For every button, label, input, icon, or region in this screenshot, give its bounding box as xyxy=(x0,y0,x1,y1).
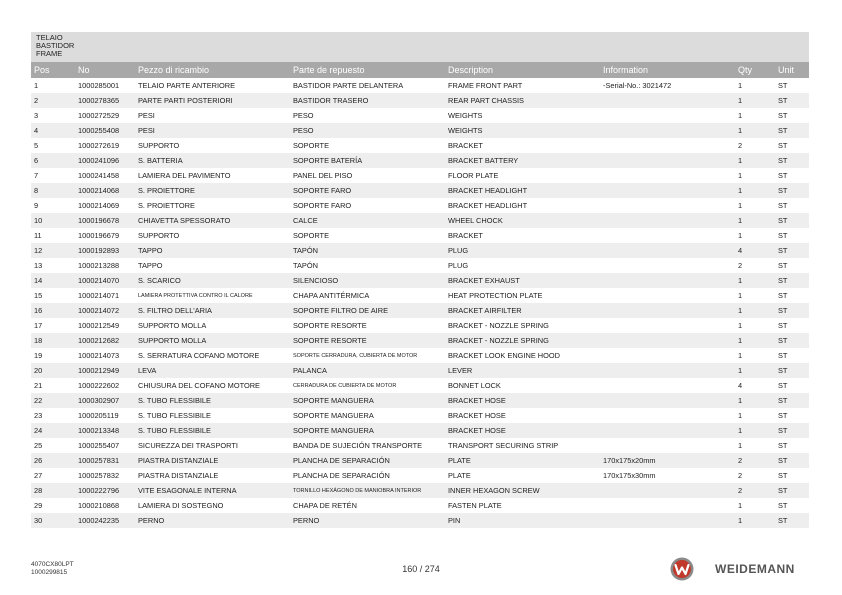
cell-part-number: 1000214071 xyxy=(78,291,120,300)
cell-pos: 26 xyxy=(31,453,75,468)
cell-information: 170x175x20mm xyxy=(600,453,735,468)
cell-information xyxy=(600,243,735,258)
cell-qty: 2 xyxy=(738,141,743,150)
cell-information xyxy=(600,513,735,528)
cell-unit: ST xyxy=(778,381,788,390)
section-title xyxy=(36,34,74,58)
cell-pos: 9 xyxy=(34,201,39,210)
cell-description: BRACKET BATTERY xyxy=(445,153,600,168)
cell-qty: 1 xyxy=(738,501,743,510)
cell-information xyxy=(600,498,735,513)
cell-part-number: 1000257831 xyxy=(75,453,135,468)
cell-description: BONNET LOCK xyxy=(448,381,501,390)
cell-description: WEIGHTS xyxy=(445,123,600,138)
cell-name-spanish: PERNO xyxy=(290,513,445,528)
cell-name-spanish: TAPÓN xyxy=(293,261,318,270)
cell-information xyxy=(600,483,735,498)
cell-unit: ST xyxy=(778,171,788,180)
cell-part-number: 1000214070 xyxy=(75,273,135,288)
cell-pos: 10 xyxy=(31,213,75,228)
cell-unit: ST xyxy=(775,213,809,228)
table-row xyxy=(31,423,809,438)
cell-information xyxy=(600,438,735,453)
cell-name-spanish: PANEL DEL PISO xyxy=(293,171,353,180)
table-row xyxy=(31,498,809,513)
cell-part-number: 1000278365 xyxy=(75,93,135,108)
cell-qty: 1 xyxy=(738,81,743,90)
cell-unit: ST xyxy=(775,423,809,438)
table-row xyxy=(31,78,809,93)
cell-qty: 4 xyxy=(738,381,743,390)
cell-unit: ST xyxy=(775,513,809,528)
cell-information xyxy=(600,183,735,198)
cell-part-number: 1000222796 xyxy=(75,483,135,498)
table-row xyxy=(31,318,809,333)
cell-information xyxy=(600,198,735,213)
cell-information xyxy=(600,228,735,243)
cell-unit: ST xyxy=(778,111,788,120)
cell-name-spanish: SILENCIOSO xyxy=(290,273,445,288)
cell-name-italian: S. PROIETTORE xyxy=(138,201,195,210)
column-header-information: Information xyxy=(600,62,735,78)
cell-name-italian: PESI xyxy=(135,123,290,138)
cell-pos: 17 xyxy=(34,321,43,330)
cell-unit: ST xyxy=(778,471,788,480)
cell-description: PIN xyxy=(445,513,600,528)
table-row xyxy=(31,123,809,138)
cell-information xyxy=(600,93,735,108)
cell-description: BRACKET AIRFILTER xyxy=(445,303,600,318)
cell-name-spanish: SOPORTE MANGUERA xyxy=(293,411,374,420)
cell-qty: 1 xyxy=(735,93,775,108)
cell-name-spanish: PESO xyxy=(290,123,445,138)
cell-unit: ST xyxy=(778,321,788,330)
table-row xyxy=(31,393,809,408)
cell-name-italian: S. TUBO FLESSIBILE xyxy=(135,423,290,438)
cell-information xyxy=(600,378,735,393)
table-row xyxy=(31,453,809,468)
cell-name-italian: S. PROIETTORE xyxy=(135,183,290,198)
cell-qty: 2 xyxy=(735,453,775,468)
column-header-qty: Qty xyxy=(735,62,775,78)
cell-qty: 1 xyxy=(738,321,743,330)
cell-part-number: 1000214068 xyxy=(75,183,135,198)
cell-unit: ST xyxy=(775,333,809,348)
cell-name-italian: S. SCARICO xyxy=(135,273,290,288)
cell-pos: 29 xyxy=(34,501,43,510)
cell-qty: 1 xyxy=(735,153,775,168)
cell-name-spanish: SOPORTE FARO xyxy=(293,201,352,210)
table-row xyxy=(31,198,809,213)
footer-model: 4070CX80LPT xyxy=(31,561,74,568)
cell-pos: 23 xyxy=(34,411,43,420)
cell-qty: 1 xyxy=(735,393,775,408)
column-header-pos: Pos xyxy=(31,62,75,78)
cell-pos: 14 xyxy=(31,273,75,288)
cell-name-italian: S. TUBO FLESSIBILE xyxy=(138,411,211,420)
table-row xyxy=(31,363,809,378)
cell-unit: ST xyxy=(778,441,788,450)
table-row xyxy=(31,333,809,348)
cell-unit: ST xyxy=(778,141,788,150)
cell-pos: 2 xyxy=(31,93,75,108)
cell-part-number: 1000212682 xyxy=(75,333,135,348)
cell-part-number: 1000213288 xyxy=(78,261,120,270)
table-row xyxy=(31,468,809,483)
cell-qty: 1 xyxy=(738,201,743,210)
cell-name-italian: LAMIERA DEL PAVIMENTO xyxy=(138,171,231,180)
cell-information xyxy=(600,123,735,138)
cell-name-italian: SUPPORTO MOLLA xyxy=(138,321,207,330)
cell-name-italian: VITE ESAGONALE INTERNA xyxy=(135,483,290,498)
cell-part-number: 1000212549 xyxy=(78,321,120,330)
cell-description: FASTEN PLATE xyxy=(448,501,502,510)
cell-name-spanish: PALANCA xyxy=(290,363,445,378)
cell-name-italian: S. FILTRO DELL'ARIA xyxy=(135,303,290,318)
cell-unit: ST xyxy=(775,123,809,138)
column-header-description: Description xyxy=(445,62,600,78)
cell-pos: 13 xyxy=(34,261,43,270)
cell-description: WHEEL CHOCK xyxy=(445,213,600,228)
cell-name-spanish: SOPORTE xyxy=(293,231,330,240)
table-row xyxy=(31,273,809,288)
cell-name-spanish: CERRADURA DE CUBIERTA DE MOTOR xyxy=(293,382,397,389)
cell-pos: 25 xyxy=(34,441,43,450)
column-header-italian: Pezzo di ricambio xyxy=(135,62,290,78)
cell-qty: 4 xyxy=(735,243,775,258)
cell-name-spanish: TORNILLO HEXÁGONO DE MANIOBRA INTERIOR xyxy=(290,483,445,498)
cell-qty: 1 xyxy=(738,231,743,240)
cell-name-italian: PARTE PARTI POSTERIORI xyxy=(135,93,290,108)
cell-description: BRACKET EXHAUST xyxy=(445,273,600,288)
cell-name-italian: PIASTRA DISTANZIALE xyxy=(138,471,219,480)
cell-qty: 1 xyxy=(735,213,775,228)
cell-information xyxy=(600,348,735,363)
cell-description: BRACKET HOSE xyxy=(445,393,600,408)
footer-doc-number: 1000299815 xyxy=(31,568,68,576)
table-row xyxy=(31,108,809,123)
cell-pos: 11 xyxy=(34,231,42,240)
column-header-unit: Unit xyxy=(775,62,809,78)
cell-pos: 6 xyxy=(31,153,75,168)
cell-name-italian: SICUREZZA DEI TRASPORTI xyxy=(138,441,238,450)
cell-qty: 1 xyxy=(738,411,743,420)
cell-pos: 18 xyxy=(31,333,75,348)
cell-unit: ST xyxy=(775,243,809,258)
cell-qty: 1 xyxy=(735,303,775,318)
cell-part-number: 1000242235 xyxy=(75,513,135,528)
table-row xyxy=(31,303,809,318)
table-row xyxy=(31,138,809,153)
cell-unit: ST xyxy=(778,231,788,240)
cell-part-number: 1000272529 xyxy=(78,111,120,120)
cell-description: BRACKET HOSE xyxy=(445,423,600,438)
table-row xyxy=(31,483,809,498)
cell-name-spanish: SOPORTE FARO xyxy=(290,183,445,198)
cell-part-number: 1000302907 xyxy=(75,393,135,408)
cell-unit: ST xyxy=(778,501,788,510)
cell-description: BRACKET HOSE xyxy=(448,411,506,420)
cell-description: PLATE xyxy=(448,471,471,480)
cell-qty: 2 xyxy=(738,261,743,270)
cell-information xyxy=(600,258,735,273)
cell-pos: 30 xyxy=(31,513,75,528)
cell-pos: 24 xyxy=(31,423,75,438)
cell-name-spanish: PLANCHA DE SEPARACIÓN xyxy=(293,471,390,480)
cell-information: -Serial-No.: 3021472 xyxy=(603,81,672,90)
cell-information xyxy=(600,408,735,423)
cell-description: BRACKET HEADLIGHT xyxy=(445,183,600,198)
cell-name-italian: CHIAVETTA SPESSORATO xyxy=(135,213,290,228)
cell-description: PLATE xyxy=(445,453,600,468)
cell-description: REAR PART CHASSIS xyxy=(445,93,600,108)
cell-qty: 1 xyxy=(738,171,743,180)
cell-name-spanish: SOPORTE BATERÍA xyxy=(290,153,445,168)
cell-unit: ST xyxy=(775,273,809,288)
cell-unit: ST xyxy=(778,411,788,420)
cell-part-number: 1000210868 xyxy=(78,501,120,510)
cell-information xyxy=(600,168,735,183)
brand-logo xyxy=(670,557,795,581)
cell-qty: 2 xyxy=(735,483,775,498)
cell-part-number: 1000205119 xyxy=(78,411,119,420)
cell-name-spanish: SOPORTE RESORTE xyxy=(290,333,445,348)
cell-description: WEIGHTS xyxy=(448,111,483,120)
cell-information xyxy=(600,153,735,168)
cell-part-number: 1000214072 xyxy=(75,303,135,318)
cell-name-italian: PERNO xyxy=(135,513,290,528)
table-row xyxy=(31,258,809,273)
cell-name-spanish: SOPORTE CERRADURA, CUBIERTA DE MOTOR xyxy=(293,352,418,359)
cell-information xyxy=(600,333,735,348)
cell-part-number: 1000212949 xyxy=(75,363,135,378)
cell-name-italian: LEVA xyxy=(135,363,290,378)
page-number: 160 / 274 xyxy=(402,564,440,574)
table-row xyxy=(31,513,809,528)
table-row xyxy=(31,168,809,183)
cell-pos: 1 xyxy=(34,81,39,90)
table-row xyxy=(31,378,809,393)
cell-part-number: 1000192893 xyxy=(75,243,135,258)
table-row xyxy=(31,93,809,108)
cell-unit: ST xyxy=(775,453,809,468)
cell-information xyxy=(600,318,735,333)
cell-qty: 1 xyxy=(735,123,775,138)
cell-qty: 1 xyxy=(735,513,775,528)
cell-information xyxy=(600,363,735,378)
cell-qty: 1 xyxy=(735,333,775,348)
brand-name: WEIDEMANN xyxy=(715,562,795,576)
cell-information: 170x175x30mm xyxy=(603,471,656,480)
cell-name-italian: SUPPORTO xyxy=(138,141,180,150)
cell-name-spanish: SOPORTE RESORTE xyxy=(293,321,367,330)
cell-part-number: 1000285001 xyxy=(78,81,120,90)
table-row xyxy=(31,183,809,198)
cell-description: TRANSPORT SECURING STRIP xyxy=(448,441,559,450)
cell-part-number: 1000255408 xyxy=(75,123,135,138)
parts-table xyxy=(31,62,809,528)
cell-name-spanish: SOPORTE FILTRO DE AIRE xyxy=(290,303,445,318)
cell-pos: 5 xyxy=(34,141,39,150)
cell-part-number: 1000255407 xyxy=(78,441,120,450)
cell-pos: 16 xyxy=(31,303,75,318)
cell-description: BRACKET xyxy=(448,231,483,240)
cell-qty: 1 xyxy=(735,363,775,378)
cell-name-italian: TELAIO PARTE ANTERIORE xyxy=(138,81,236,90)
table-row xyxy=(31,288,809,303)
cell-part-number: 1000241096 xyxy=(75,153,135,168)
cell-pos: 22 xyxy=(31,393,75,408)
cell-qty: 1 xyxy=(738,351,743,360)
cell-name-italian: CHIUSURA DEL COFANO MOTORE xyxy=(138,381,260,390)
cell-unit: ST xyxy=(775,483,809,498)
cell-part-number: 1000222602 xyxy=(78,381,120,390)
cell-name-italian: LAMIERA DI SOSTEGNO xyxy=(138,501,224,510)
cell-information xyxy=(600,108,735,123)
table-header-row xyxy=(31,62,809,78)
cell-description: PLUG xyxy=(445,243,600,258)
table-row xyxy=(31,408,809,423)
cell-information xyxy=(600,138,735,153)
cell-pos: 20 xyxy=(31,363,75,378)
cell-pos: 7 xyxy=(34,171,39,180)
cell-description: BRACKET - NOZZLE SPRING xyxy=(445,333,600,348)
cell-name-spanish: SOPORTE MANGUERA xyxy=(290,393,445,408)
cell-part-number: 1000196679 xyxy=(78,231,120,240)
cell-pos: 4 xyxy=(31,123,75,138)
cell-description: FRAME FRONT PART xyxy=(448,81,523,90)
cell-pos: 21 xyxy=(34,381,43,390)
cell-description: BRACKET xyxy=(448,141,483,150)
cell-qty: 1 xyxy=(735,183,775,198)
cell-qty: 1 xyxy=(738,291,743,300)
cell-name-spanish: PLANCHA DE SEPARACIÓN xyxy=(290,453,445,468)
section-title-es: BASTIDOR xyxy=(36,41,75,50)
cell-description: LEVER xyxy=(445,363,600,378)
cell-unit: ST xyxy=(778,291,788,300)
cell-unit: ST xyxy=(775,153,809,168)
table-row xyxy=(31,213,809,228)
cell-unit: ST xyxy=(778,201,788,210)
cell-information xyxy=(600,423,735,438)
cell-name-italian: S. SERRATURA COFANO MOTORE xyxy=(138,351,260,360)
cell-qty: 2 xyxy=(738,471,743,480)
cell-name-italian: LAMIERA PROTETTIVA CONTRO IL CALORE xyxy=(138,292,253,299)
cell-name-spanish: BASTIDOR PARTE DELANTERA xyxy=(293,81,404,90)
column-header-no: No xyxy=(75,62,135,78)
cell-pos: 15 xyxy=(34,291,43,300)
cell-pos: 27 xyxy=(34,471,43,480)
cell-name-spanish: CHAPA DE RETÉN xyxy=(293,501,357,510)
cell-name-spanish: TAPÓN xyxy=(290,243,445,258)
cell-part-number: 1000213348 xyxy=(75,423,135,438)
table-row xyxy=(31,243,809,258)
cell-name-spanish: SOPORTE xyxy=(293,141,330,150)
cell-qty: 1 xyxy=(738,111,743,120)
cell-name-italian: TAPPO xyxy=(135,243,290,258)
cell-description: FLOOR PLATE xyxy=(448,171,499,180)
cell-qty: 1 xyxy=(735,423,775,438)
cell-pos: 8 xyxy=(31,183,75,198)
cell-name-italian: SUPPORTO xyxy=(138,231,180,240)
cell-qty: 1 xyxy=(738,441,743,450)
cell-name-spanish: CHAPA ANTITÉRMICA xyxy=(293,291,370,300)
cell-pos: 19 xyxy=(34,351,43,360)
cell-part-number: 1000272619 xyxy=(78,141,120,150)
table-row xyxy=(31,228,809,243)
cell-unit: ST xyxy=(778,81,788,90)
cell-description: INNER HEXAGON SCREW xyxy=(445,483,600,498)
cell-unit: ST xyxy=(778,261,788,270)
cell-part-number: 1000241458 xyxy=(78,171,120,180)
cell-part-number: 1000214069 xyxy=(78,201,120,210)
cell-description: BRACKET LOOK ENGINE HOOD xyxy=(448,351,560,360)
cell-unit: ST xyxy=(775,303,809,318)
cell-information xyxy=(600,393,735,408)
cell-unit: ST xyxy=(775,93,809,108)
cell-description: PLUG xyxy=(448,261,469,270)
cell-description: HEAT PROTECTION PLATE xyxy=(448,291,543,300)
section-header xyxy=(31,32,809,62)
cell-part-number: 1000214073 xyxy=(78,351,120,360)
cell-qty: 1 xyxy=(735,273,775,288)
cell-information xyxy=(600,288,735,303)
cell-pos: 3 xyxy=(34,111,39,120)
cell-name-spanish: CALCE xyxy=(290,213,445,228)
cell-unit: ST xyxy=(775,363,809,378)
cell-name-italian: PIASTRA DISTANZIALE xyxy=(135,453,290,468)
cell-name-italian: S. BATTERIA xyxy=(135,153,290,168)
section-title-en: FRAME xyxy=(36,49,63,58)
table-row xyxy=(31,348,809,363)
cell-part-number: 1000257832 xyxy=(78,471,120,480)
cell-description: BRACKET - NOZZLE SPRING xyxy=(448,321,549,330)
column-header-spanish: Parte de repuesto xyxy=(290,62,445,78)
cell-name-spanish: PESO xyxy=(293,111,314,120)
section-title-it: TELAIO xyxy=(36,33,63,42)
cell-name-italian: S. TUBO FLESSIBILE xyxy=(135,393,290,408)
cell-pos: 12 xyxy=(31,243,75,258)
weidemann-logo-icon xyxy=(670,557,694,581)
cell-unit: ST xyxy=(775,393,809,408)
cell-name-spanish: BASTIDOR TRASERO xyxy=(290,93,445,108)
cell-information xyxy=(600,303,735,318)
cell-name-italian: SUPPORTO MOLLA xyxy=(135,333,290,348)
cell-unit: ST xyxy=(775,183,809,198)
table-row xyxy=(31,153,809,168)
cell-name-italian: TAPPO xyxy=(138,261,163,270)
parts-table-body xyxy=(31,78,809,528)
cell-unit: ST xyxy=(778,351,788,360)
cell-part-number: 1000196678 xyxy=(75,213,135,228)
cell-information xyxy=(600,273,735,288)
cell-information xyxy=(600,213,735,228)
cell-pos: 28 xyxy=(31,483,75,498)
cell-name-italian: PESI xyxy=(138,111,155,120)
cell-name-spanish: SOPORTE MANGUERA xyxy=(290,423,445,438)
cell-name-spanish: BANDA DE SUJECIÓN TRANSPORTE xyxy=(293,441,423,450)
cell-description: BRACKET HEADLIGHT xyxy=(448,201,528,210)
table-row xyxy=(31,438,809,453)
